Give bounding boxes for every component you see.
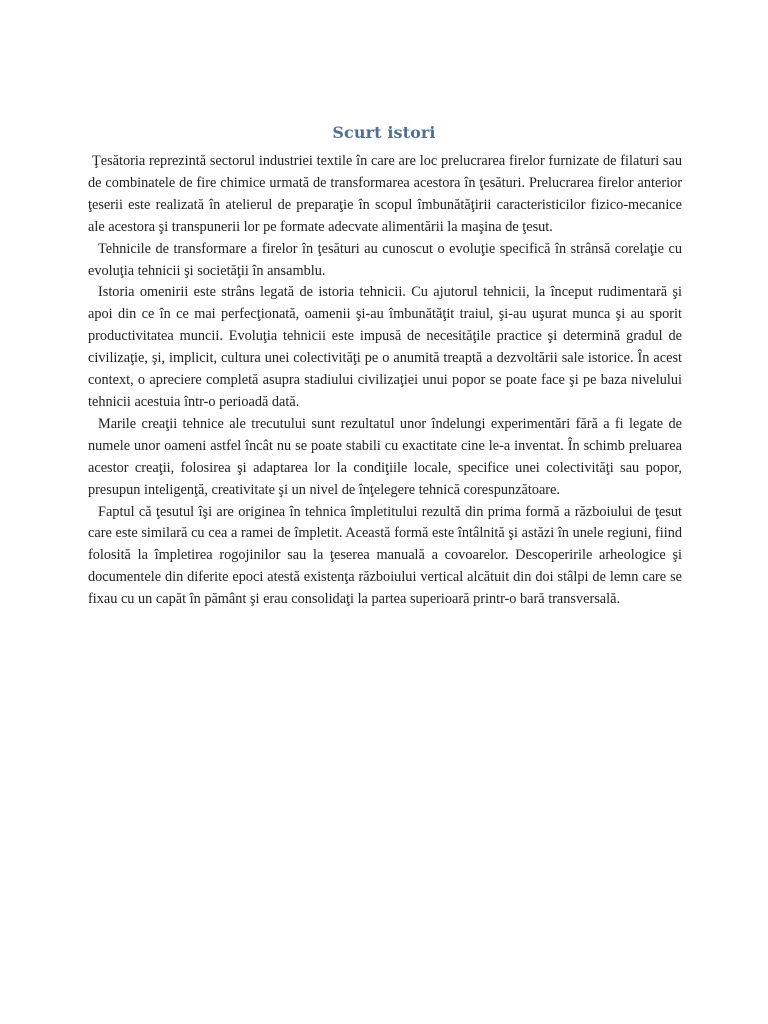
document-title: Scurt istori [332, 123, 436, 142]
paragraph-2: Tehnicile de transformare a firelor în ţesături au cunoscut o evoluţie specifică în strânsă corelaţie cu evoluţia tehnicii şi societăţii în ansamblu. [88, 240, 682, 279]
document-body [88, 151, 682, 611]
paragraph-5: Faptul că ţesutul îşi are originea în tehnica împletitului rezultă din prima formă a războiului de ţesut care este similară cu cea a ramei de împletit. Această formă este întâlnită şi astăzi în unele regiuni, fiind folosită la împletirea rogojinilor sau la ţeserea manuală a covoarelor. Descoperirile arheologice şi documentele din diferite epoci atestă existenţa războiului vertical alcătuit din doi stâlpi de lemn care se fixau cu un capăt în pământ şi erau consolidaţi la partea superioară printr-o bară transversală. [88, 503, 682, 608]
paragraph-3: Istoria omenirii este strâns legată de istoria tehnicii. Cu ajutorul tehnicii, la început rudimentară şi apoi din ce în ce mai perfecţionată, oamenii şi-au îmbunătăţit traiul, şi-au uşurat munca şi au sporit productivitatea muncii. Evoluţia tehnicii este impusă de necesităţile practice şi determină gradul de civilizaţie, şi, implicit, cultura unei colectivităţi pe o anumită treaptă a dezvoltării sale istorice. În acest context, o apreciere completă asupra stadiului civilizaţiei unui popor se poate face şi pe baza nivelului tehnicii acestuia într-o perioadă dată. [88, 284, 682, 410]
paragraph-4: Marile creaţii tehnice ale trecutului sunt rezultatul unor îndelungi experimentări fără a fi legate de numele unor oameni astfel încât nu se poate stabili cu exactitate cine le-a inventat. În schimb preluarea acestor creaţii, folosirea şi adaptarea lor la condiţiile locale, specifice unei colectivităţi sau popor, presupun inteligenţă, creativitate şi un nivel de înţelegere tehnică corespunzătoare. [88, 415, 682, 498]
paragraph-1: Ţesătoria reprezintă sectorul industriei textile în care are loc prelucrarea firelor furnizate de filaturi sau de combinatele de fire chimice urmată de transformarea acestora în ţesături. Prelucrarea firelor anterior ţeserii este realizată în atelierul de preparaţie în scopul îmbunătăţirii caracteristicilor fizico-mecanice ale acestora şi transpunerii lor pe formate adecvate alimentării la maşina de ţesut. [88, 153, 682, 235]
